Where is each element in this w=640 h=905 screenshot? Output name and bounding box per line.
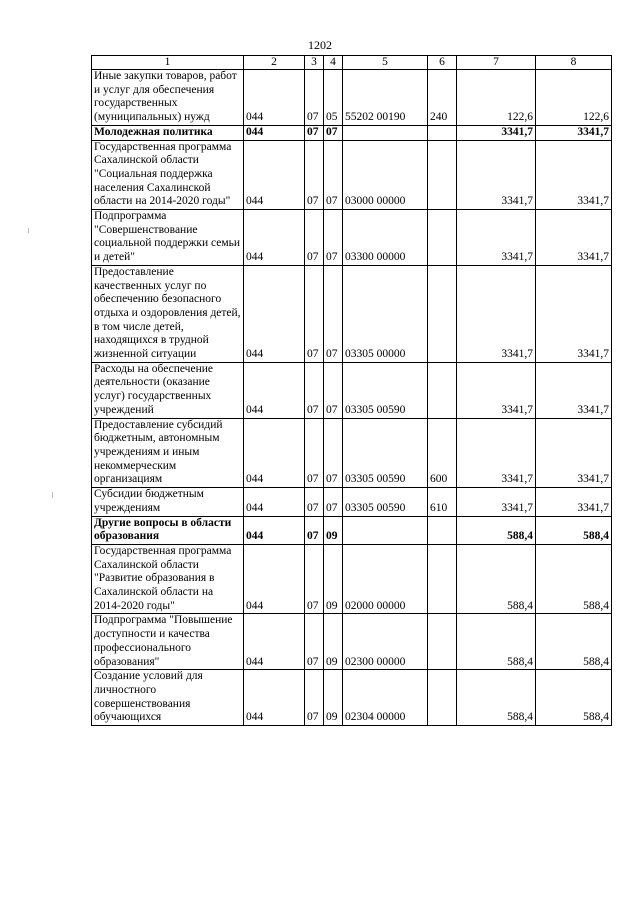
table-row bbox=[92, 418, 612, 488]
amount-cell: 588,4 bbox=[457, 670, 536, 726]
amount-total-cell: 588,4 bbox=[536, 670, 612, 726]
target-article-cell: 55202 00190 bbox=[343, 70, 428, 126]
section-cell: 07 bbox=[305, 210, 324, 266]
table-row bbox=[92, 544, 612, 614]
target-article-cell: 03300 00000 bbox=[343, 210, 428, 266]
header-cell: 8 bbox=[536, 56, 612, 70]
row-name-cell: Предоставление субсидий бюджетным, автономным учреждениям и иным некоммерческим организациям bbox=[92, 418, 244, 488]
header-cell: 2 bbox=[244, 56, 305, 70]
chapter-cell: 044 bbox=[244, 125, 305, 140]
table-row bbox=[92, 210, 612, 266]
row-name-cell: Расходы на обеспечение деятельности (оказание услуг) государственных учреждений bbox=[92, 362, 244, 418]
chapter-cell: 044 bbox=[244, 544, 305, 614]
row-name-cell: Подпрограмма "Повышение доступности и качества профессионального образования" bbox=[92, 614, 244, 670]
row-name-cell: Другие вопросы в области образования bbox=[92, 516, 244, 544]
chapter-cell: 044 bbox=[244, 614, 305, 670]
section-cell: 07 bbox=[305, 488, 324, 516]
amount-cell: 3341,7 bbox=[457, 140, 536, 210]
amount-cell: 3341,7 bbox=[457, 418, 536, 488]
table-body bbox=[92, 70, 612, 726]
target-article-cell: 02304 00000 bbox=[343, 670, 428, 726]
expense-type-cell bbox=[428, 670, 457, 726]
section-cell: 07 bbox=[305, 362, 324, 418]
amount-total-cell: 3341,7 bbox=[536, 265, 612, 362]
amount-total-cell: 588,4 bbox=[536, 614, 612, 670]
header-cell: 5 bbox=[343, 56, 428, 70]
expense-type-cell bbox=[428, 265, 457, 362]
table-row bbox=[92, 362, 612, 418]
subsection-cell: 09 bbox=[324, 670, 343, 726]
table-row bbox=[92, 614, 612, 670]
amount-total-cell: 3341,7 bbox=[536, 488, 612, 516]
subsection-cell: 07 bbox=[324, 140, 343, 210]
expense-type-cell: 240 bbox=[428, 70, 457, 126]
subsection-cell: 09 bbox=[324, 614, 343, 670]
subsection-cell: 07 bbox=[324, 210, 343, 266]
section-cell: 07 bbox=[305, 670, 324, 726]
expense-type-cell bbox=[428, 614, 457, 670]
table-row bbox=[92, 516, 612, 544]
target-article-cell: 03305 00590 bbox=[343, 362, 428, 418]
amount-cell: 588,4 bbox=[457, 516, 536, 544]
expense-type-cell: 610 bbox=[428, 488, 457, 516]
page-number: 1202 bbox=[308, 38, 332, 52]
table-row bbox=[92, 488, 612, 516]
subsection-cell: 07 bbox=[324, 418, 343, 488]
section-cell: 07 bbox=[305, 614, 324, 670]
section-cell: 07 bbox=[305, 516, 324, 544]
header-cell: 1 bbox=[92, 56, 244, 70]
row-name-cell: Иные закупки товаров, работ и услуг для обеспечения государственных (муниципальных) нужд bbox=[92, 70, 244, 126]
subsection-cell: 07 bbox=[324, 265, 343, 362]
amount-total-cell: 3341,7 bbox=[536, 210, 612, 266]
row-name-cell: Подпрограмма "Совершенствование социальной поддержки семьи и детей" bbox=[92, 210, 244, 266]
header-cell: 6 bbox=[428, 56, 457, 70]
header-cell: 3 bbox=[305, 56, 324, 70]
amount-cell: 588,4 bbox=[457, 614, 536, 670]
target-article-cell bbox=[343, 125, 428, 140]
subsection-cell: 07 bbox=[324, 362, 343, 418]
row-name-cell: Субсидии бюджетным учреждениям bbox=[92, 488, 244, 516]
amount-cell: 3341,7 bbox=[457, 265, 536, 362]
amount-cell: 3341,7 bbox=[457, 362, 536, 418]
scan-mark bbox=[52, 492, 53, 498]
expense-type-cell bbox=[428, 544, 457, 614]
table-row bbox=[92, 670, 612, 726]
amount-cell: 3341,7 bbox=[457, 488, 536, 516]
table-row bbox=[92, 125, 612, 140]
amount-cell: 122,6 bbox=[457, 70, 536, 126]
section-cell: 07 bbox=[305, 418, 324, 488]
subsection-cell: 07 bbox=[324, 125, 343, 140]
target-article-cell: 02000 00000 bbox=[343, 544, 428, 614]
target-article-cell bbox=[343, 516, 428, 544]
row-name-cell: Государственная программа Сахалинской области "Социальная поддержка населения Сахалинской области на 2014-2020 годы" bbox=[92, 140, 244, 210]
amount-total-cell: 588,4 bbox=[536, 516, 612, 544]
target-article-cell: 03000 00000 bbox=[343, 140, 428, 210]
header-cell: 4 bbox=[324, 56, 343, 70]
amount-total-cell: 3341,7 bbox=[536, 125, 612, 140]
expense-type-cell bbox=[428, 210, 457, 266]
subsection-cell: 09 bbox=[324, 544, 343, 614]
section-cell: 07 bbox=[305, 544, 324, 614]
row-name-cell: Предоставление качественных услуг по обеспечению безопасного отдыха и оздоровления детей, в том числе детей, находящихся в трудной жизненной ситуации bbox=[92, 265, 244, 362]
target-article-cell: 03305 00590 bbox=[343, 488, 428, 516]
chapter-cell: 044 bbox=[244, 516, 305, 544]
section-cell: 07 bbox=[305, 140, 324, 210]
header-cell: 7 bbox=[457, 56, 536, 70]
expense-type-cell bbox=[428, 362, 457, 418]
table-row bbox=[92, 265, 612, 362]
chapter-cell: 044 bbox=[244, 210, 305, 266]
expense-type-cell bbox=[428, 125, 457, 140]
chapter-cell: 044 bbox=[244, 70, 305, 126]
chapter-cell: 044 bbox=[244, 418, 305, 488]
subsection-cell: 07 bbox=[324, 488, 343, 516]
table-row bbox=[92, 70, 612, 126]
section-cell: 07 bbox=[305, 265, 324, 362]
chapter-cell: 044 bbox=[244, 265, 305, 362]
chapter-cell: 044 bbox=[244, 362, 305, 418]
expense-type-cell: 600 bbox=[428, 418, 457, 488]
row-name-cell: Создание условий для личностного совершенствования обучающихся bbox=[92, 670, 244, 726]
budget-table bbox=[91, 55, 612, 726]
target-article-cell: 02300 00000 bbox=[343, 614, 428, 670]
amount-cell: 3341,7 bbox=[457, 125, 536, 140]
amount-total-cell: 3341,7 bbox=[536, 140, 612, 210]
subsection-cell: 09 bbox=[324, 516, 343, 544]
amount-cell: 588,4 bbox=[457, 544, 536, 614]
amount-total-cell: 3341,7 bbox=[536, 418, 612, 488]
chapter-cell: 044 bbox=[244, 670, 305, 726]
target-article-cell: 03305 00590 bbox=[343, 418, 428, 488]
chapter-cell: 044 bbox=[244, 488, 305, 516]
scan-mark bbox=[28, 228, 29, 233]
row-name-cell: Государственная программа Сахалинской области "Развитие образования в Сахалинской области на 2014-2020 годы" bbox=[92, 544, 244, 614]
header-row bbox=[92, 56, 612, 70]
amount-cell: 3341,7 bbox=[457, 210, 536, 266]
section-cell: 07 bbox=[305, 125, 324, 140]
amount-total-cell: 3341,7 bbox=[536, 362, 612, 418]
subsection-cell: 05 bbox=[324, 70, 343, 126]
section-cell: 07 bbox=[305, 70, 324, 126]
amount-total-cell: 122,6 bbox=[536, 70, 612, 126]
target-article-cell: 03305 00000 bbox=[343, 265, 428, 362]
expense-type-cell bbox=[428, 140, 457, 210]
row-name-cell: Молодежная политика bbox=[92, 125, 244, 140]
expense-type-cell bbox=[428, 516, 457, 544]
chapter-cell: 044 bbox=[244, 140, 305, 210]
amount-total-cell: 588,4 bbox=[536, 544, 612, 614]
table-row bbox=[92, 140, 612, 210]
